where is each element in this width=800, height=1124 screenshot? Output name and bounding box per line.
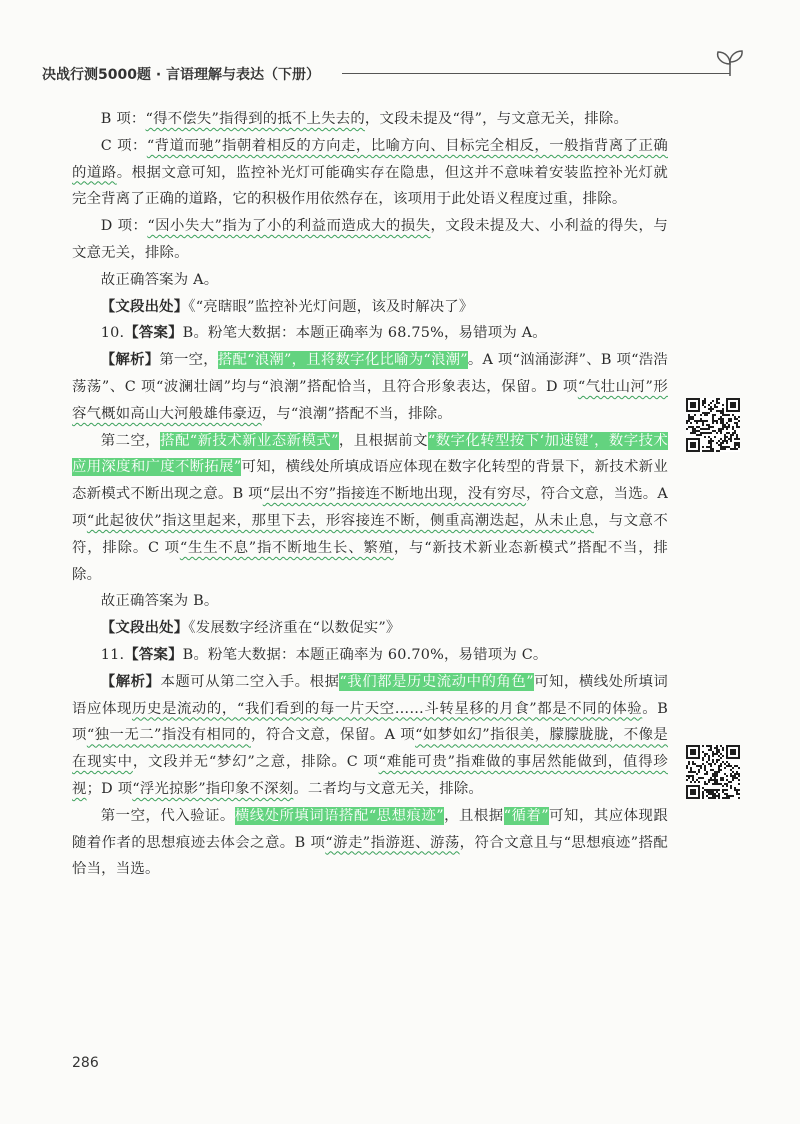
idiom-definition: “背道而驰”指朝着相反的方向走，比喻方向、目标完全相反，一般指背离了正确的道路 <box>72 137 668 181</box>
highlighted-clue: “循着” <box>503 807 549 824</box>
analysis-text: 本题可从第二空入手。根据 <box>160 673 340 690</box>
analysis-text: ，符合文意且与“思想痕迹”搭配恰当，当选。 <box>72 834 668 878</box>
idiom-definition: “难能可贵”指难做的事居然能做到，值得珍视 <box>72 754 668 797</box>
answer-text: B。粉笔大数据：本题正确率为 68.75%，易错项为 A。 <box>182 325 547 342</box>
answer-label: 【答案】 <box>124 645 183 663</box>
option-label: B 项： <box>100 111 146 127</box>
analysis-text: 。A 项“汹涌澎湃”、B 项“浩浩荡荡”、C 项“波澜壮阔”均与“浪潮”搭配恰当，且符合形象表达，保留。D 项 <box>72 352 668 395</box>
analysis-text: ，符合文意，保留。A 项 <box>250 727 416 744</box>
idiom-definition: “游走”指游逛、游荡 <box>325 834 460 851</box>
source-label: 【文段出处】 <box>100 297 189 315</box>
highlighted-clue: 搭配“浪潮”，且将数字化比喻为“浪潮” <box>217 352 468 369</box>
answer-conclusion: 故正确答案为 A。 <box>100 271 219 288</box>
analysis-text: ；D 项 <box>86 780 133 797</box>
underlined-clue: 历史是流动的，“我们看到的每一片天空……斗转星移的月食”都是不同的体验 <box>131 700 643 717</box>
question-10-analysis-second <box>72 428 668 589</box>
idiom-definition: “如梦如幻”指很美，朦朦胧胧，不像是在现实中 <box>72 727 669 771</box>
question-11-answer <box>72 642 668 669</box>
analysis-text: ，文段并无“梦幻”之意，排除。C 项 <box>132 754 379 771</box>
question-number: 11. <box>100 646 125 663</box>
idiom-definition: “此起彼伏”指这里起来，那里下去，形容接连不断，侧重高潮迭起，从未止息 <box>86 512 594 529</box>
running-header <box>42 62 742 86</box>
idiom-definition: “生生不息”指不断地生长、繁殖 <box>179 539 394 556</box>
question-number: 10. <box>100 325 125 342</box>
option-d-paragraph <box>72 213 668 267</box>
analysis-text: 第一空，代入验证。 <box>100 807 235 824</box>
question-10-analysis <box>72 347 668 427</box>
source-title: 《“亮瞎眼”监控补光灯问题，该及时解决了》 <box>188 298 474 315</box>
analysis-text: ，与文意不符，排除。C 项 <box>72 512 668 556</box>
analysis-label: 【解析】 <box>100 672 161 690</box>
qr-code-question-10[interactable] <box>686 398 740 452</box>
idiom-definition: “浮光掠影”指印象不深刻 <box>132 780 294 797</box>
source-title: 《发展数字经济重在“以数促实”》 <box>188 620 401 637</box>
analysis-label: 【解析】 <box>100 351 160 369</box>
header-rule <box>342 73 730 74</box>
question-11-analysis-second <box>72 803 668 883</box>
source-label: 【文段出处】 <box>100 619 189 637</box>
highlighted-clue: “数字化转型按下‘加速键’，数字技术应用深度和广度不断拓展” <box>72 432 669 476</box>
idiom-definition: “层出不穷”指接连不断地出现，没有穷尽 <box>262 486 527 503</box>
option-analysis: ，文段未提及“得”，与文意无关，排除。 <box>364 111 629 127</box>
question-11-analysis <box>72 669 668 803</box>
idiom-definition: “独一无二”指没有相同的 <box>86 727 251 744</box>
analysis-text: 。二者均与文意无关，排除。 <box>293 780 484 797</box>
qr-code-question-11[interactable] <box>686 745 740 799</box>
option-label: C 项： <box>100 137 147 154</box>
highlighted-clue: 横线处所填词语搭配“思想痕迹” <box>234 807 444 824</box>
analysis-text: ，与“新技术新业态新模式”搭配不当，排除。 <box>72 539 669 583</box>
idiom-definition: “气壮山河”形容气概如高山大河般雄伟豪迈 <box>72 378 668 422</box>
analysis-text: ，与“浪潮”搭配不当，排除。 <box>261 405 452 422</box>
highlighted-clue: 搭配“新技术新业态新模式” <box>160 432 339 449</box>
analysis-text: 可知，其应体现跟随着作者的思想痕迹去体会之意。B 项 <box>72 807 668 851</box>
option-analysis: 。根据文意可知，监控补光灯可能确实存在隐患，但这并不意味着安装监控补光灯就完全背离了正确的道路，它的积极作用依然存在，该项用于此处语义程度过重，排除。 <box>72 164 668 208</box>
source-paragraph <box>72 615 668 642</box>
analysis-text: 第二空， <box>100 432 161 449</box>
idiom-definition: “得不偿失”指得到的抵不上失去的 <box>145 111 365 127</box>
highlighted-clue: “我们都是历史流动中的角色” <box>339 673 534 690</box>
analysis-text: ，且根据前文 <box>338 432 428 449</box>
option-b-paragraph <box>72 106 668 133</box>
question-10-answer <box>72 320 668 347</box>
book-title: 决战行测5000题 · 言语理解与表达（下册） <box>42 67 321 83</box>
analysis-text: 可知，横线处所填成语应体现在数字化转型的背景下，新技术新业态新模式不断出现之意。B 项 <box>72 459 668 503</box>
option-label: D 项： <box>100 218 148 235</box>
answer-label: 【答案】 <box>124 324 183 342</box>
idiom-definition: “因小失大”指为了小的利益而造成大的损失 <box>147 218 431 235</box>
analysis-text: 可知，横线处所填词语应体现 <box>72 673 669 717</box>
analysis-text: ，且根据 <box>443 807 504 824</box>
sprout-leaf-icon <box>710 48 750 78</box>
option-c-paragraph <box>72 133 668 213</box>
analysis-text: ，符合文意，当选。A 项 <box>72 486 669 529</box>
answer-text: B。粉笔大数据：本题正确率为 60.70%，易错项为 C。 <box>182 646 548 663</box>
analysis-text: 。B 项 <box>72 700 668 744</box>
analysis-text: 第一空， <box>159 352 218 369</box>
option-analysis: ，文段未提及大、小利益的得失，与文意无关，排除。 <box>72 218 669 261</box>
source-paragraph <box>72 294 668 321</box>
answer-conclusion: 故正确答案为 B。 <box>100 593 219 610</box>
page-body <box>72 106 668 883</box>
page-number: 286 <box>72 1055 99 1071</box>
